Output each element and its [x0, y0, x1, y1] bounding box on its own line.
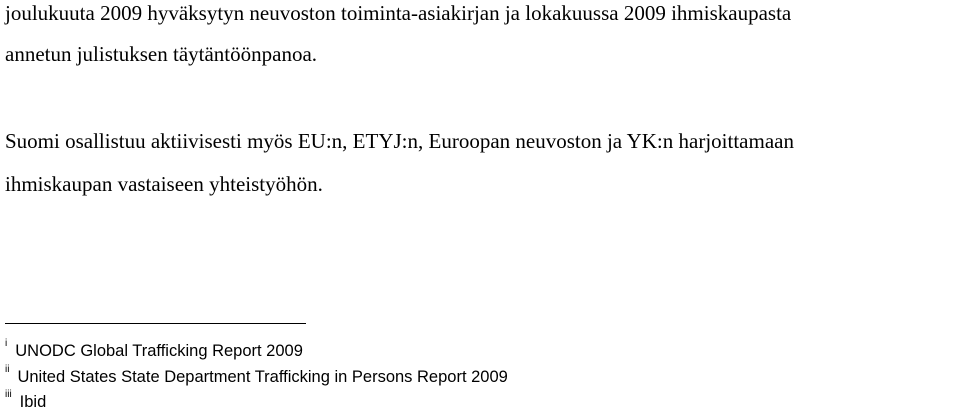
footnote-1-mark: i — [5, 338, 8, 349]
footnote-2-mark: ii — [5, 364, 10, 375]
footnote-3-mark: iii — [5, 389, 12, 400]
footnote-separator — [5, 323, 306, 324]
paragraph-2-line-1: Suomi osallistuu aktiivisesti myös EU:n, ETYJ:n, Euroopan neuvoston ja YK:n harjoittamaan — [5, 129, 794, 153]
footnote-3-text: Ibid — [19, 393, 47, 411]
footnote-2 — [5, 364, 508, 386]
paragraph-2-line-2: ihmiskaupan vastaiseen yhteistyöhön. — [5, 172, 323, 196]
footnote-1 — [5, 338, 303, 360]
footnote-3 — [5, 389, 47, 411]
paragraph-1-line-1: joulukuuta 2009 hyväksytyn neuvoston toiminta-asiakirjan ja lokakuussa 2009 ihmiskaupasta — [5, 1, 792, 25]
footnote-1-text: UNODC Global Trafficking Report 2009 — [15, 342, 303, 360]
footnote-2-text: United States State Department Trafficking in Persons Report 2009 — [17, 368, 508, 386]
paragraph-1-line-2: annetun julistuksen täytäntöönpanoa. — [5, 42, 318, 66]
